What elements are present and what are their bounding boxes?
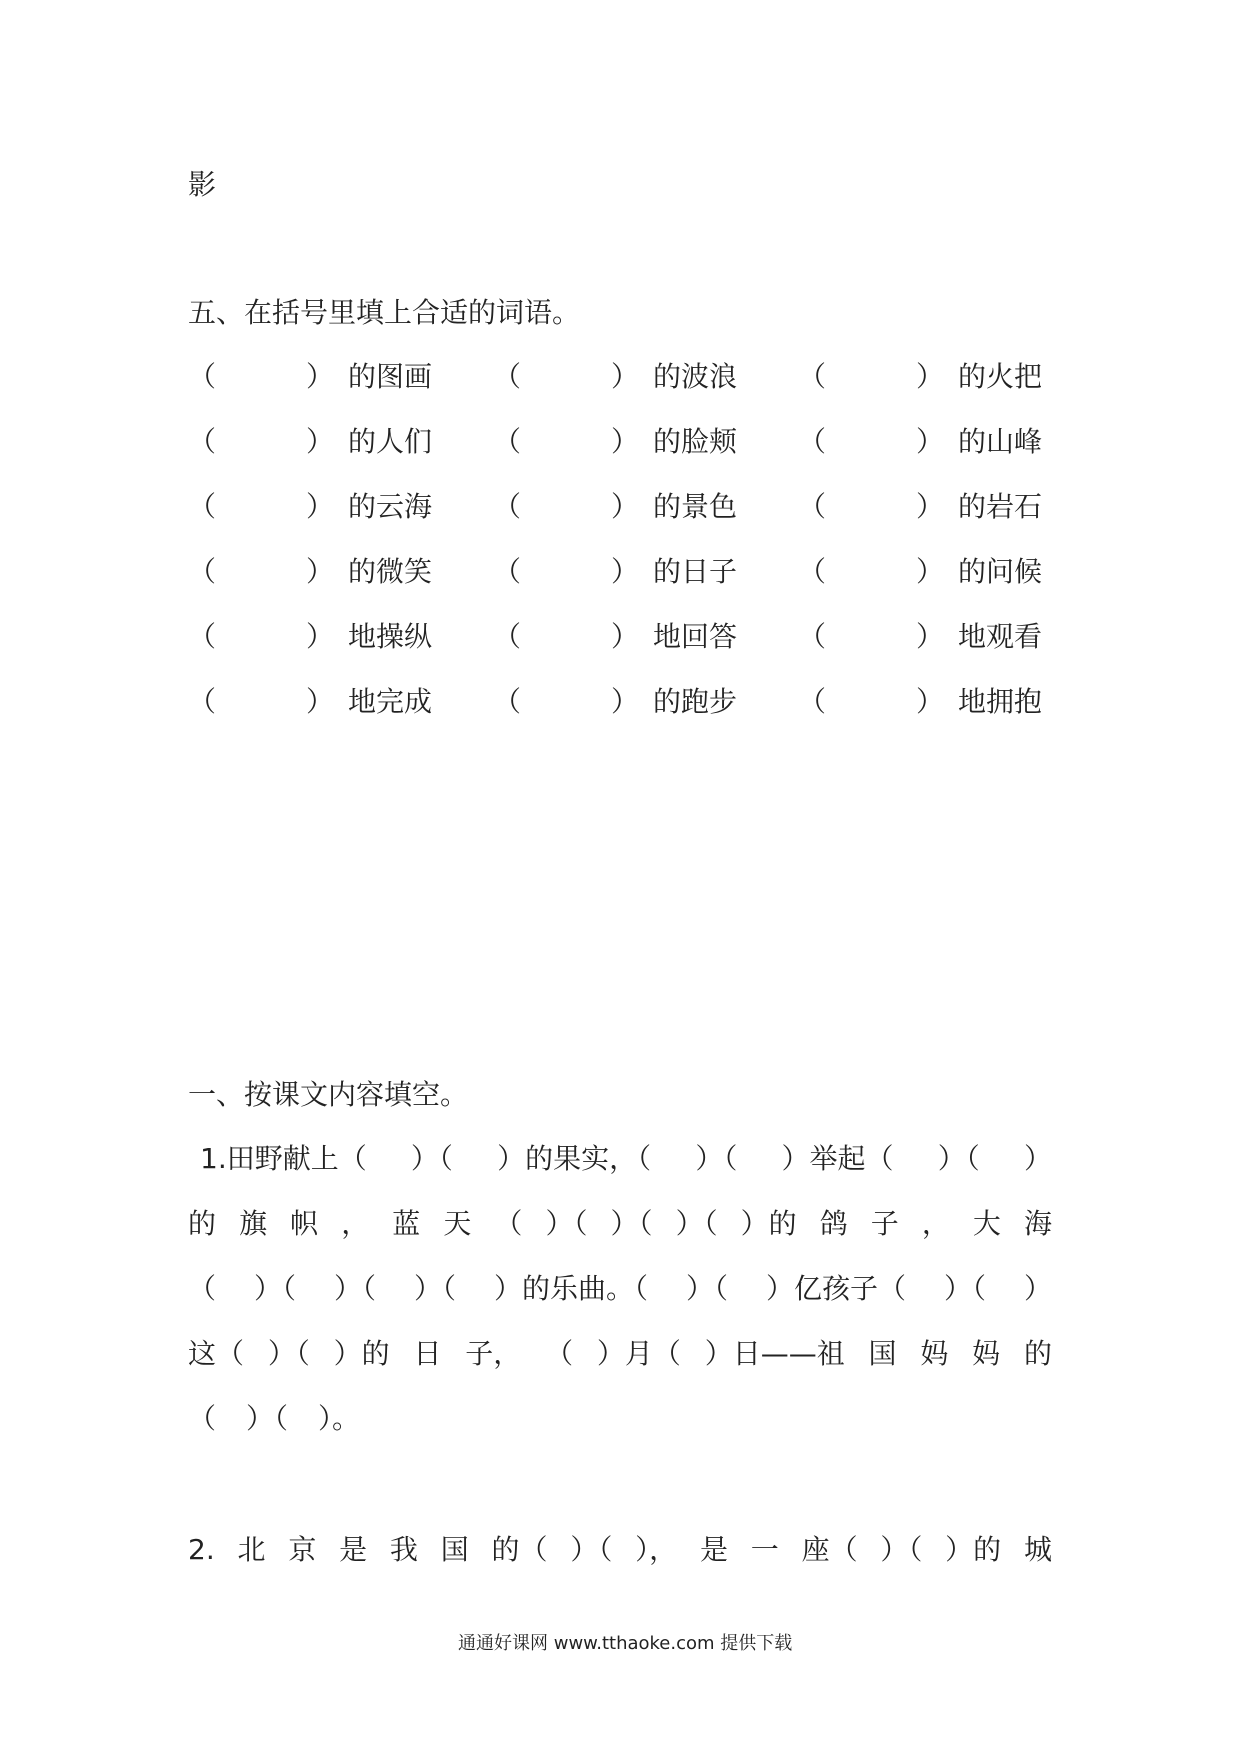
- grid-word: 的图画: [348, 360, 433, 393]
- grid-word: 的微笑: [348, 555, 433, 588]
- close-paren: ）: [306, 425, 335, 458]
- open-paren: （: [798, 555, 827, 588]
- footer-credit: 通通好课网 www.tthaoke.com 提供下载: [458, 1633, 793, 1654]
- open-paren: （: [188, 360, 217, 393]
- grid-word: 的跑步: [653, 685, 738, 718]
- open-paren: （: [798, 620, 827, 653]
- q1-line1-segment: ）举起（: [781, 1142, 894, 1175]
- q1-line2-segment: ）的: [740, 1207, 797, 1240]
- close-paren: ）: [916, 425, 945, 458]
- close-paren: ）: [916, 360, 945, 393]
- q2-line1-segment: 城: [1023, 1533, 1052, 1566]
- q1-line2-segment: 蓝: [392, 1207, 421, 1240]
- q1-line4-segment: ）（: [267, 1337, 310, 1370]
- q1-line3-segment: ）（: [685, 1272, 728, 1305]
- q1-line2-segment: 天: [443, 1207, 472, 1240]
- open-paren: （: [188, 490, 217, 523]
- q2-line1-segment: ），: [635, 1533, 678, 1566]
- open-paren: （: [493, 490, 522, 523]
- open-paren: （: [493, 620, 522, 653]
- grid-word: 的云海: [348, 490, 433, 523]
- q1-line2-segment: ）（: [610, 1207, 653, 1240]
- q1-line4-segment: 子，: [465, 1337, 522, 1370]
- grid-word: 地完成: [348, 685, 433, 718]
- q1-line4-segment: 妈: [920, 1337, 949, 1370]
- close-paren: ）: [611, 425, 640, 458]
- q1-line2-segment: 帜: [290, 1207, 319, 1240]
- q1-line3-segment: ）（: [943, 1272, 986, 1305]
- q1-line3-segment: ）（: [253, 1272, 296, 1305]
- q1-line1-segment: ）（: [937, 1142, 980, 1175]
- q2-line1-segment: 京: [288, 1533, 317, 1566]
- close-paren: ）: [306, 490, 335, 523]
- q1-line1-segment: ）: [1023, 1142, 1052, 1175]
- q1-line3-segment: ）（: [413, 1272, 456, 1305]
- q2-line1-segment: 座（: [801, 1533, 858, 1566]
- q2-line1-segment: 是: [699, 1533, 728, 1566]
- open-paren: （: [188, 425, 217, 458]
- q1-line1-segment: ）的果实，（: [497, 1142, 652, 1175]
- q2-line1-segment: 一: [750, 1533, 779, 1566]
- grid-word: 的岩石: [958, 490, 1043, 523]
- q1-line1-segment: 1.田野献上（: [200, 1142, 367, 1175]
- close-paren: ）: [611, 360, 640, 393]
- grid-word: 地操纵: [348, 620, 433, 653]
- q1-line1-segment: ）（: [695, 1142, 738, 1175]
- grid-word: 的景色: [653, 490, 738, 523]
- open-paren: （: [798, 490, 827, 523]
- q1-line4-segment: 日: [413, 1337, 442, 1370]
- q2-line1-segment: 是: [339, 1533, 368, 1566]
- grid-word: 的山峰: [958, 425, 1043, 458]
- close-paren: ）: [611, 555, 640, 588]
- q1-line3-segment: ）亿孩子（: [765, 1272, 906, 1305]
- grid-word: 地拥抱: [958, 685, 1043, 718]
- q1-line5-segment: ）（: [246, 1402, 289, 1435]
- q2-line1-segment: 2.: [188, 1533, 215, 1566]
- q2-line1-segment: 北: [237, 1533, 266, 1566]
- q1-line3-segment: ）（: [333, 1272, 376, 1305]
- open-paren: （: [798, 685, 827, 718]
- open-paren: （: [798, 360, 827, 393]
- q1-line4-segment: ）日——祖: [704, 1337, 845, 1370]
- grid-word: 地观看: [958, 620, 1043, 653]
- q1-line3-segment: ）的乐曲。（: [493, 1272, 648, 1305]
- close-paren: ）: [916, 490, 945, 523]
- q1-line2-segment: ）（: [675, 1207, 718, 1240]
- close-paren: ）: [611, 490, 640, 523]
- q2-line1-segment: ）的: [945, 1533, 1002, 1566]
- q1-line2-segment: 的: [188, 1207, 217, 1240]
- open-paren: （: [493, 425, 522, 458]
- grid-word: 的问候: [958, 555, 1043, 588]
- close-paren: ）: [306, 620, 335, 653]
- open-paren: （: [798, 425, 827, 458]
- q1-line3-segment: ）: [1023, 1272, 1052, 1305]
- grid-word: 的人们: [348, 425, 433, 458]
- q1-line4-segment: 妈: [972, 1337, 1001, 1370]
- q1-line2-segment: ）（: [545, 1207, 588, 1240]
- q1-line5-segment: （: [188, 1402, 217, 1435]
- grid-word: 的日子: [653, 555, 738, 588]
- q2-line1-segment: ）（: [880, 1533, 923, 1566]
- grid-word: 地回答: [653, 620, 738, 653]
- q1-line4-segment: 这（: [188, 1337, 245, 1370]
- q1-line4-segment: 的: [1023, 1337, 1052, 1370]
- close-paren: ）: [916, 685, 945, 718]
- close-paren: ）: [306, 685, 335, 718]
- q1-line2-segment: ，: [341, 1207, 370, 1240]
- grid-word: 的波浪: [653, 360, 738, 393]
- close-paren: ）: [916, 620, 945, 653]
- q1-line1-segment: ）（: [410, 1142, 453, 1175]
- close-paren: ）: [306, 360, 335, 393]
- q2-line1-segment: 的（: [491, 1533, 548, 1566]
- section5-title: 五、在括号里填上合适的词语。: [188, 296, 581, 329]
- grid-word: 的脸颊: [653, 425, 738, 458]
- q1-line4-segment: ）的: [333, 1337, 390, 1370]
- close-paren: ）: [611, 685, 640, 718]
- q1-line4-segment: 国: [868, 1337, 897, 1370]
- close-paren: ）: [916, 555, 945, 588]
- q2-line1-segment: 我: [389, 1533, 418, 1566]
- close-paren: ）: [611, 620, 640, 653]
- q1-line2-segment: （: [494, 1207, 523, 1240]
- q1-line5-segment: ）。: [318, 1402, 361, 1435]
- q1-line2-segment: 鸽: [819, 1207, 848, 1240]
- open-paren: （: [493, 685, 522, 718]
- top-char: 影: [188, 168, 217, 201]
- q2-line1-segment: 国: [440, 1533, 469, 1566]
- section1-title: 一、按课文内容填空。: [188, 1078, 469, 1111]
- open-paren: （: [493, 360, 522, 393]
- q1-line2-segment: 子: [870, 1207, 899, 1240]
- open-paren: （: [188, 620, 217, 653]
- open-paren: （: [188, 685, 217, 718]
- q1-line3-segment: （: [188, 1272, 217, 1305]
- grid-word: 的火把: [958, 360, 1043, 393]
- q1-line2-segment: 海: [1023, 1207, 1052, 1240]
- open-paren: （: [493, 555, 522, 588]
- q1-line2-segment: ，: [921, 1207, 950, 1240]
- q1-line2-segment: 旗: [239, 1207, 268, 1240]
- q1-line4-segment: ）月（: [596, 1337, 681, 1370]
- q1-line4-segment: （: [545, 1337, 574, 1370]
- open-paren: （: [188, 555, 217, 588]
- q2-line1-segment: ）（: [570, 1533, 613, 1566]
- close-paren: ）: [306, 555, 335, 588]
- q1-line2-segment: 大: [972, 1207, 1001, 1240]
